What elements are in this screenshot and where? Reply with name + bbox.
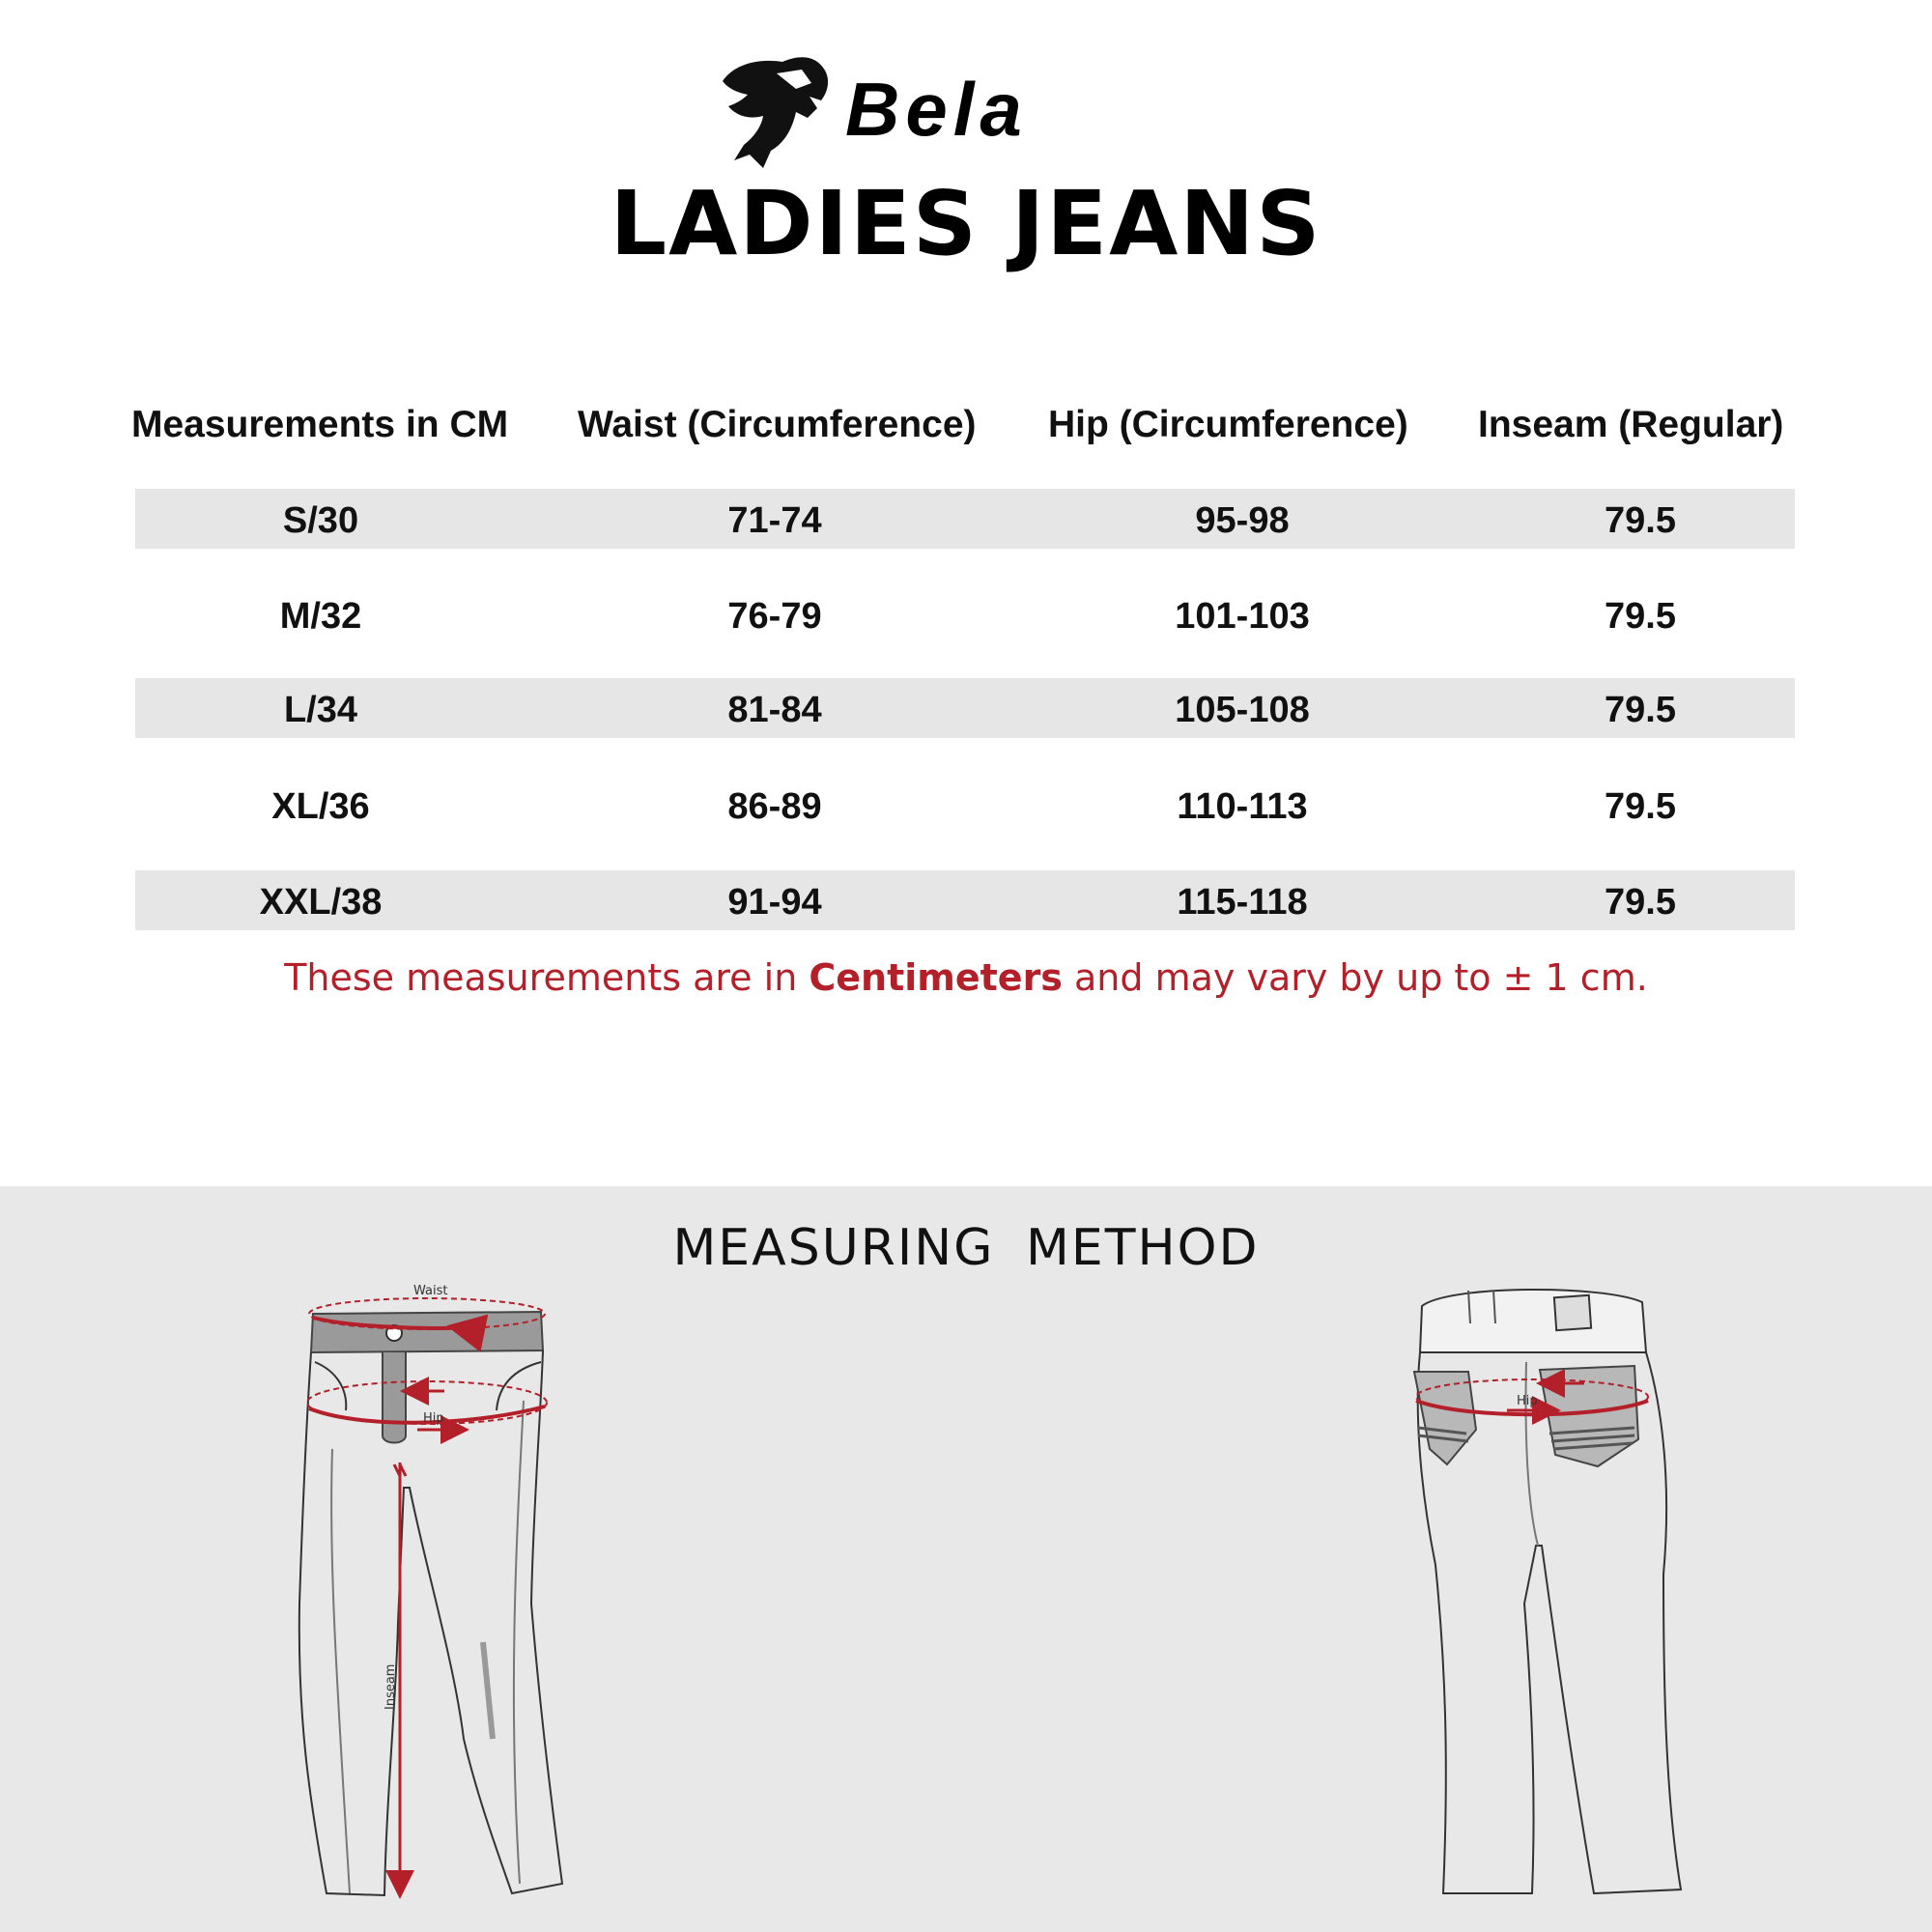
inseam-cell: 79.5 — [1605, 500, 1676, 541]
note-text-before: These measurements are in — [284, 956, 810, 999]
size-cell: L/34 — [283, 690, 358, 730]
measurement-note — [0, 956, 1932, 999]
size-cell: XXL/38 — [259, 882, 383, 923]
size-cell: M/32 — [279, 596, 362, 637]
table-row — [135, 489, 1795, 549]
inseam-cell: 79.5 — [1605, 786, 1676, 827]
header-size: Measurements in CM — [131, 404, 509, 445]
table-row — [135, 870, 1795, 930]
waist-cell: 71-74 — [727, 500, 822, 541]
table-row — [135, 678, 1795, 738]
waist-cell: 91-94 — [727, 882, 822, 923]
table-row — [135, 584, 1795, 644]
front-jeans-illustration — [270, 1256, 580, 1913]
page-title: LADIES JEANS — [610, 172, 1322, 275]
inseam-cell: 79.5 — [1605, 882, 1676, 923]
waist-cell: 76-79 — [727, 596, 822, 637]
hip-cell: 115-118 — [1177, 882, 1308, 923]
inseam-label: Inseam — [384, 1663, 398, 1710]
hip-cell: 105-108 — [1175, 690, 1310, 730]
note-text-after: and may vary by up to ± 1 cm. — [1062, 956, 1648, 999]
table-row — [135, 775, 1795, 835]
waist-cell: 86-89 — [727, 786, 822, 827]
table-header — [0, 404, 1932, 452]
back-jeans-illustration — [1410, 1256, 1700, 1913]
brand-wordmark: Bela — [845, 67, 1028, 152]
measuring-method-title: MEASURING METHOD — [672, 1219, 1260, 1277]
hip-cell: 95-98 — [1195, 500, 1290, 541]
header-inseam: Inseam (Regular) — [1478, 404, 1784, 445]
back-hip-label: Hip — [1517, 1394, 1538, 1408]
waist-label: Waist — [413, 1284, 448, 1298]
hip-cell: 101-103 — [1175, 596, 1310, 637]
hip-cell: 110-113 — [1177, 786, 1308, 827]
inseam-cell: 79.5 — [1605, 596, 1676, 637]
waist-cell: 81-84 — [727, 690, 822, 730]
size-cell: S/30 — [282, 500, 359, 541]
note-emphasis: Centimeters — [809, 956, 1063, 999]
hip-label: Hip — [423, 1411, 444, 1426]
bear-head-icon — [723, 57, 828, 168]
header-waist: Waist (Circumference) — [578, 404, 977, 445]
header-hip: Hip (Circumference) — [1048, 404, 1408, 445]
inseam-cell: 79.5 — [1605, 690, 1676, 730]
size-cell: XL/36 — [271, 786, 370, 827]
